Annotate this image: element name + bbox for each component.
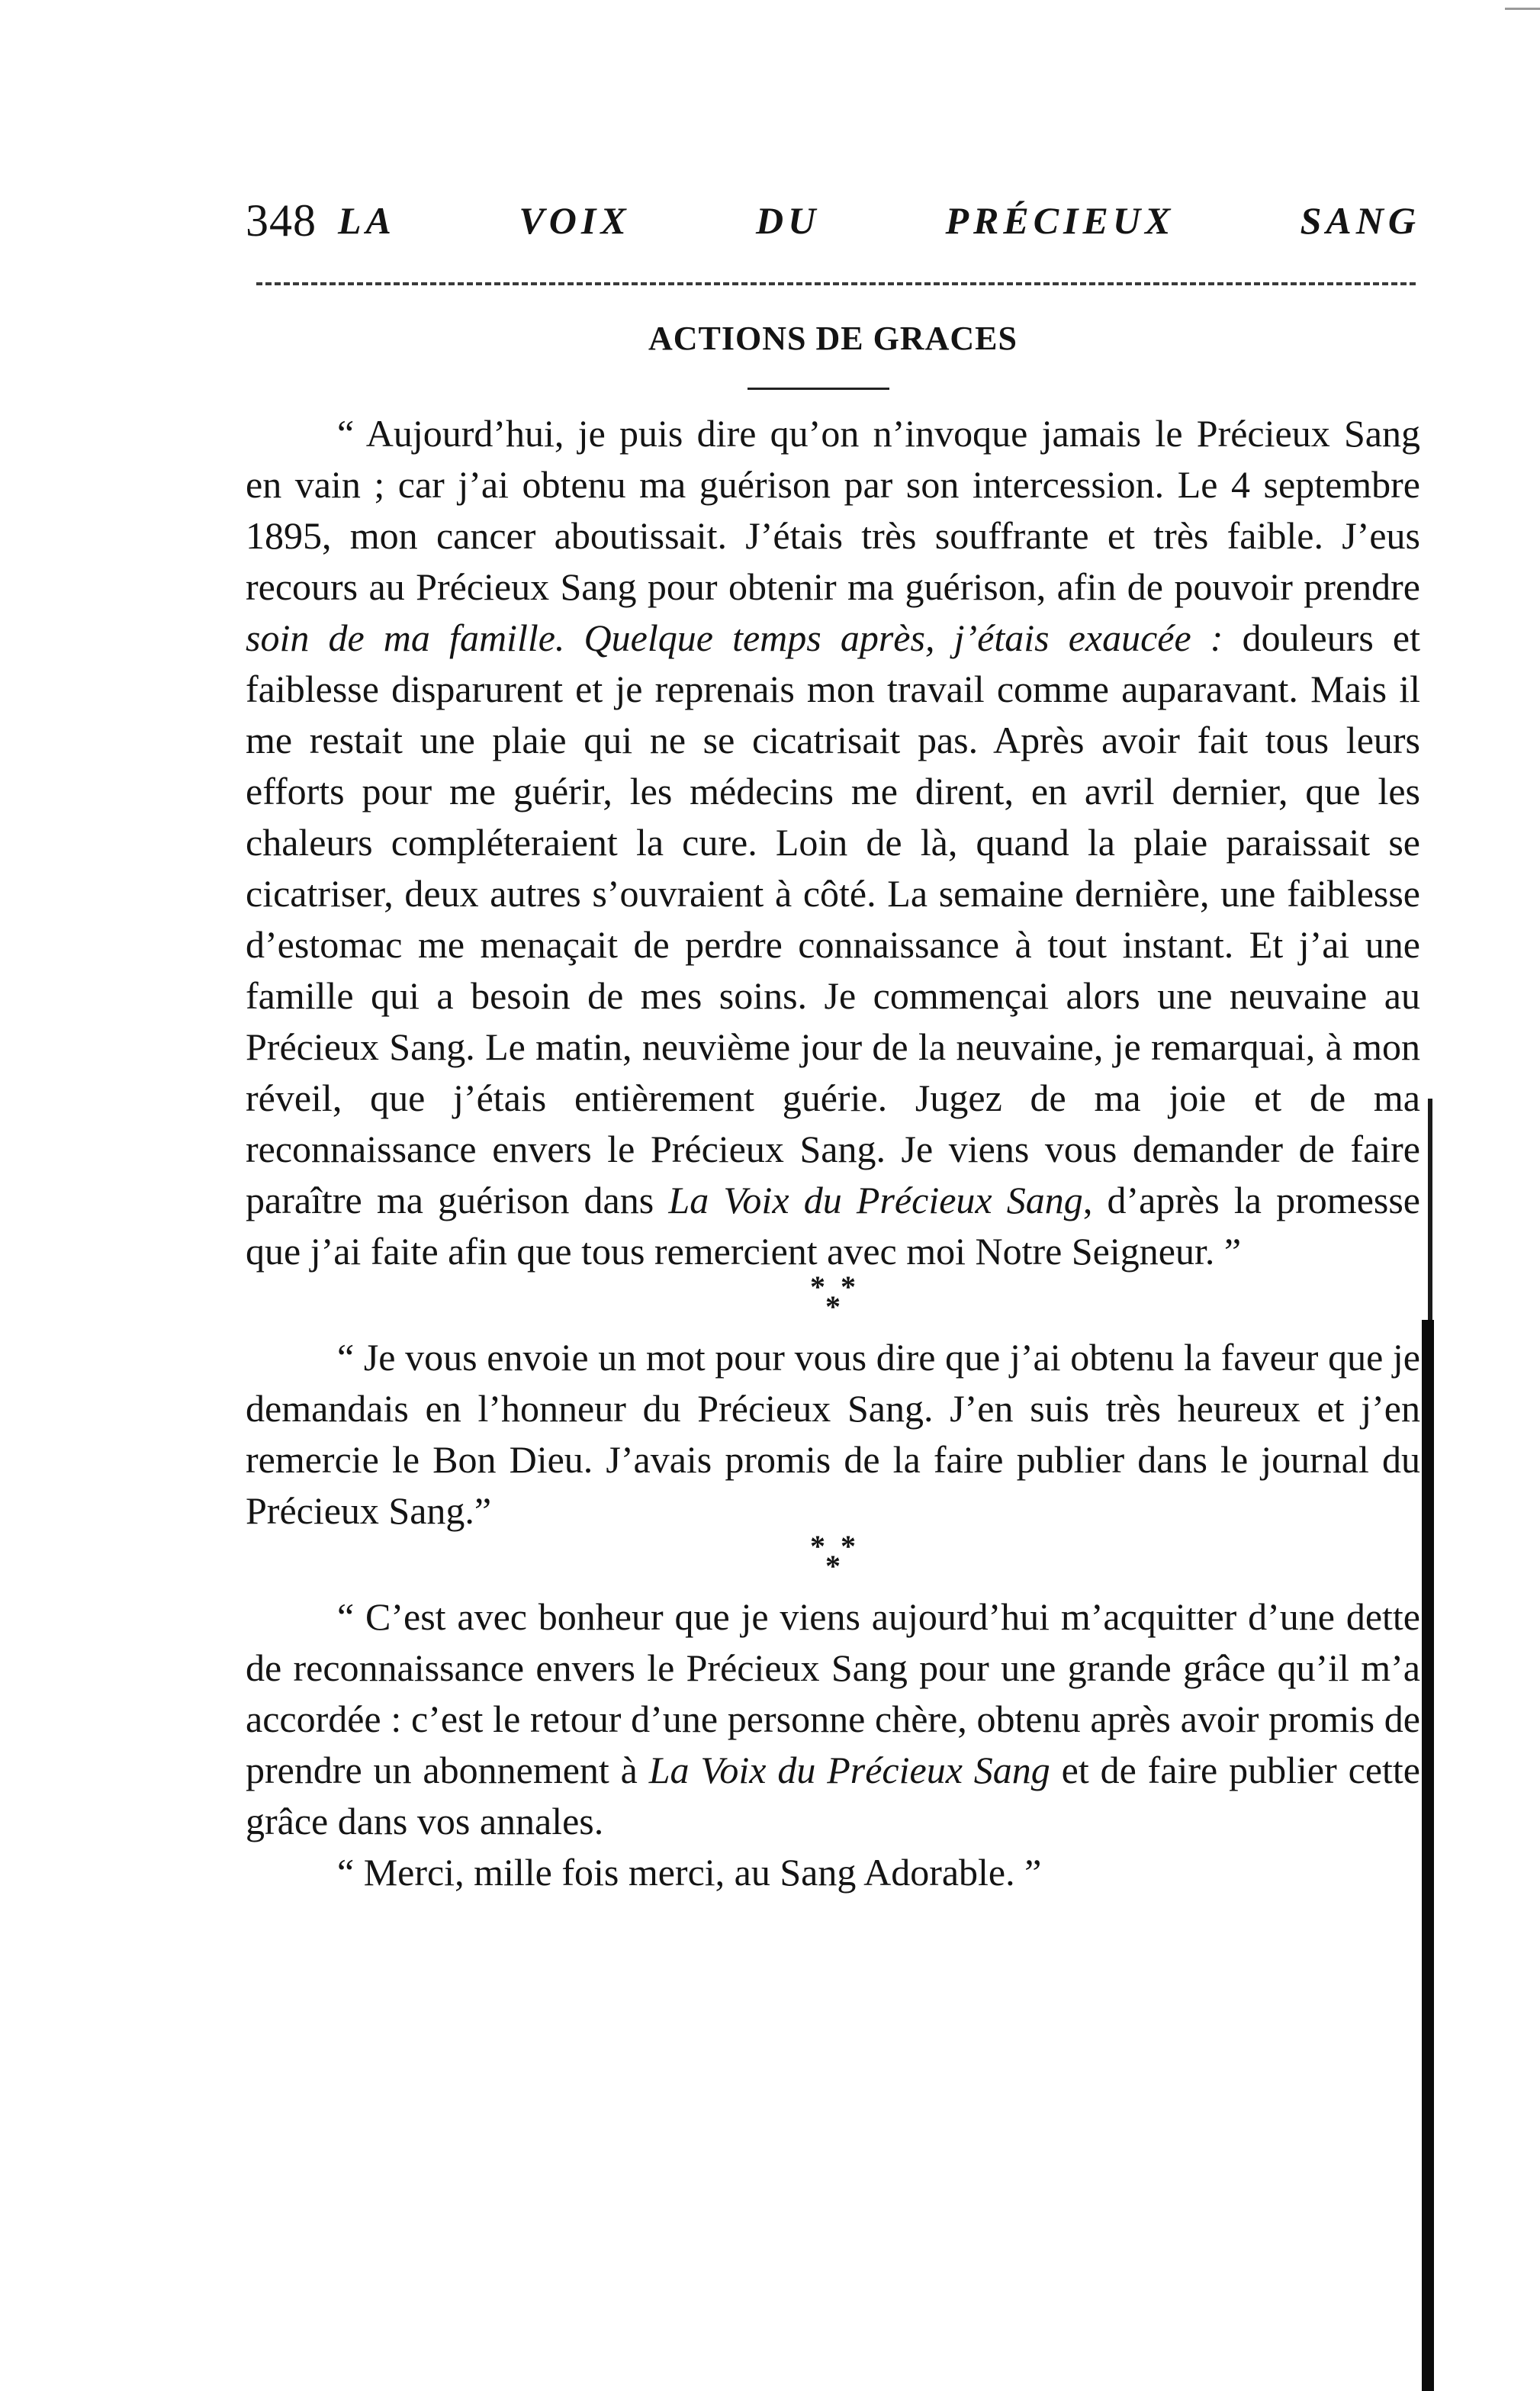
running-header [246,186,1420,255]
testimony-paragraph-1 [246,408,1420,1277]
testimony-1-text-c: , d’après la promesse que j’ai faite afin que tous remercient avec moi Notre Seigneur. ” [246,1179,1421,1273]
header-rule [256,282,1416,285]
article-body [246,408,1420,1898]
asterism-1-glyphs: * * * [810,1270,856,1324]
testimony-3-text-b: et de faire publier cette grâce dans vos annales. [246,1749,1420,1842]
testimony-paragraph-2 [246,1332,1420,1537]
binding-shadow-upper [1428,1099,1432,1320]
scan-edge-mark [1505,8,1540,10]
journal-title-ref-1: La Voix du Précieux Sang [668,1179,1083,1221]
closing-thanks [246,1847,1420,1898]
binding-shadow [1422,1320,1434,2391]
testimony-1-italic-a: soin de ma famille. Quelque temps après, j’étais exaucée : [246,616,1223,659]
asterism-separator-2 [246,1529,1420,1591]
testimony-2-text: “ Je vous envoie un mot pour vous dire que j’ai obtenu la faveur que je demandais en l’honneur du Précieux Sang. J’en suis très heureux et j’en remercie le Bon Dieu. J’avais promis de la faire publier dans le journal du Précieux Sang.” [246,1336,1420,1532]
testimony-1-text-a: “ Aujourd’hui, je puis dire qu’on n’invoque jamais le Précieux Sang en vain ; car j’ai obtenu ma guérison par son intercession. Le 4 septembre 1895, mon cancer aboutissait. J’étais très souffrante et très faible. J’eus recours au Précieux Sang pour obtenir ma guérison, afin de pouvoir prendre [246,412,1420,608]
testimony-1-text-b: douleurs et faiblesse disparurent et je reprenais mon travail comme auparavant. Mais il me restait une plaie qui ne se cicatrisait pas. Après avoir fait tous leurs efforts pour me guérir, les médecins me dirent, en avril dernier, que les chaleurs compléteraient la cure. Loin de là, quand la plaie paraissait se cicatriser, deux autres s’ouvraient à côté. La semaine dernière, une faiblesse d’estomac me menaçait de perdre connaissance à tout instant. Et j’ai une famille qui a besoin de mes soins. Je commençai alors une neuvaine au Précieux Sang. Le matin, neuvième jour de la neuvaine, je remarquai, à mon réveil, que j’étais entièrement guérie. Jugez de ma joie et de ma reconnaissance envers le Précieux Sang. Je viens vous demander de faire paraître ma guérison dans [246,616,1420,1221]
section-title: ACTIONS DE GRACES [648,320,1018,357]
testimony-3-text-a: “ C’est avec bonheur que je viens aujourd’hui m’acquitter d’une dette de reconnaissance envers le Précieux Sang pour une grande grâce qu’il m’a accordée : c’est le retour d’une personne chère, obtenu après avoir promis de prendre un abonnement à [246,1595,1420,1791]
asterism-separator-1 [246,1270,1420,1332]
asterism-2-glyphs: * * * [810,1529,856,1583]
closing-thanks-text: “ Merci, mille fois merci, au Sang Adorable. ” [337,1851,1042,1894]
journal-title-ref-2: La Voix du Précieux Sang [648,1749,1050,1791]
running-title: LA VOIX DU PRÉCIEUX SANG [338,199,1420,242]
title-rule [747,388,889,390]
testimony-paragraph-3 [246,1591,1420,1847]
page-number: 348 [246,195,317,246]
